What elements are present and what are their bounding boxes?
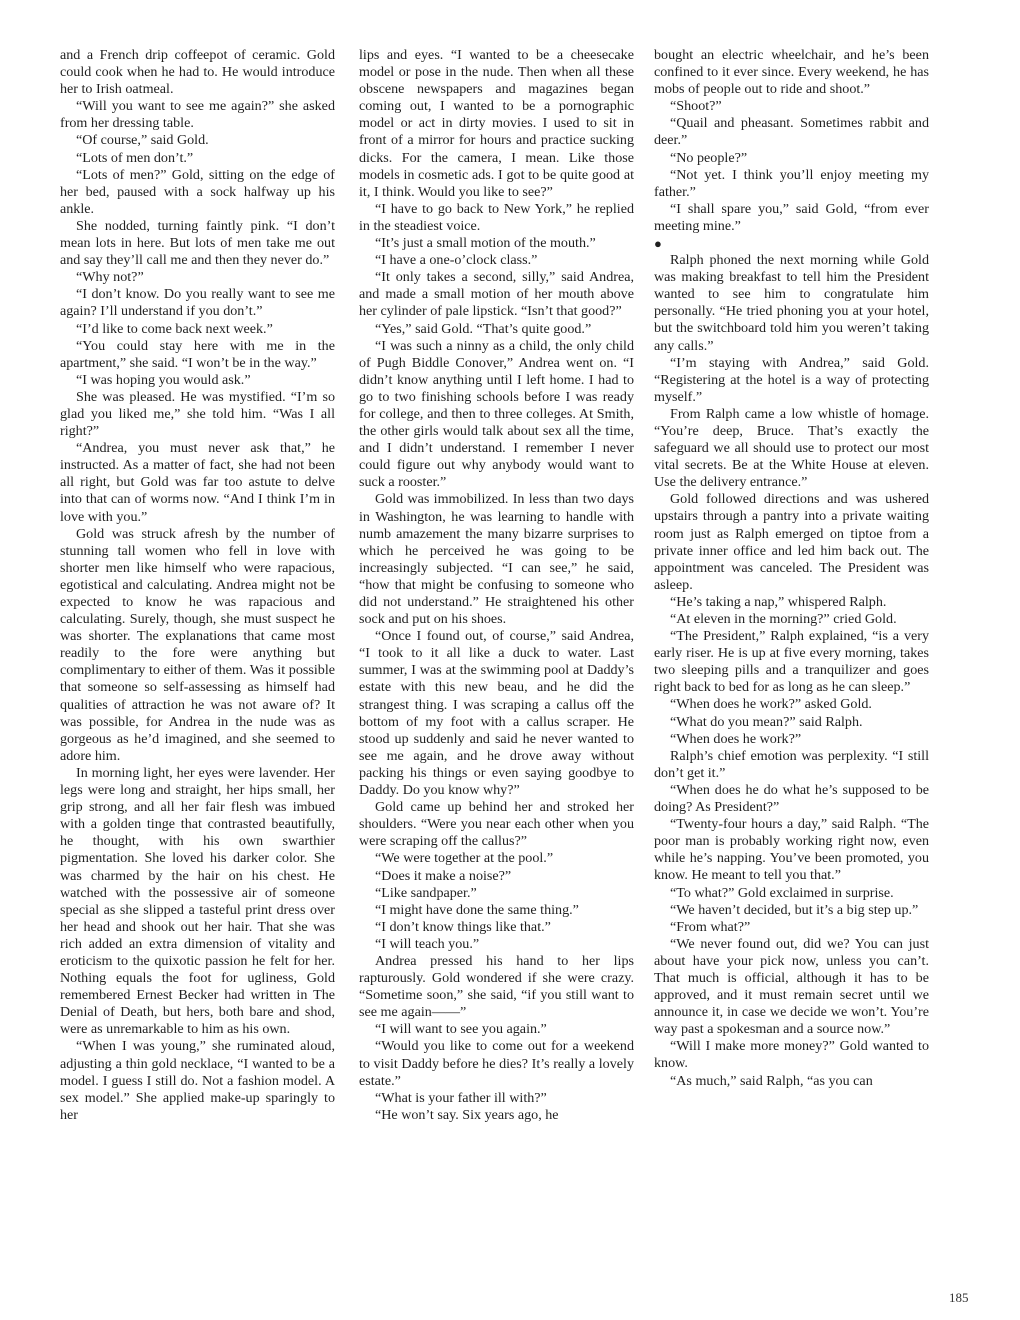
paragraph: “Lots of men?” Gold, sitting on the edge of her bed, paused with a sock halfway up his ankle. [60, 166, 335, 217]
paragraph: “We haven’t decided, but it’s a big step up.” [670, 901, 919, 918]
paragraph: She nodded, turning faintly pink. “I don’t mean lots in here. But lots of men take me out and say they’ll call me and then they never do.” [60, 217, 335, 269]
paragraph: Gold was struck afresh by the number of stunning tall women who fell in love with shorter men like himself who were rapacious, egotistical and calculating. Andrea might not be expected to know he was rapacious and calculating. Surely, though, she must suspect he was shorter. The explanations that came most readily to the fore were anything but complimentary to either of them. Was it possible that someone so self-assessing as himself had qualities of attraction he was not aware of? It was possible, for Andrea in the nude was as gorgeous as he’d imagined, and she seemed to adore him. [60, 525, 335, 764]
paragraph: “Why not?” [76, 269, 144, 286]
paragraph: “It only takes a second, silly,” said Andrea, and made a small motion of her mouth above her cylinder of pale lipstick. “Isn’t that good?” [359, 269, 634, 320]
paragraph: “Quail and pheasant. Sometimes rabbit and deer.” [654, 115, 929, 149]
paragraph: “I don’t know things like that.” [375, 918, 551, 935]
paragraph: “I was such a ninny as a child, the only child of Pugh Biddle Conover,” Andrea went on. “I didn’t know anything until I left home. I had to go to two finishing schools before I was ready for college, and then to three colleges. At Smith, the other girls would talk about sex all the time, and I didn’t understand. I remember I never could figure out why anybody would want to suck a rooster.” [359, 337, 634, 491]
paragraph: Gold was immobilized. In less than two days in Washington, he was learning to handle with numb amazement the many bizarre surprises to which he perceived he was going to be increasingly subjected. “I can see,” he said, “how that might be confusing to someone who did not understand.” He straightened his other sock and put on his shoes. [359, 491, 634, 628]
paragraph: “He’s taking a nap,” whispered Ralph. [670, 593, 887, 610]
paragraph: “Will you want to see me again?” she asked from her dressing table. [60, 98, 335, 132]
paragraph: “Yes,” said Gold. “That’s quite good.” [375, 320, 592, 337]
section-break-dot: ● [654, 236, 662, 252]
paragraph: Andrea pressed his hand to her lips rapturously. Gold wondered if she were crazy. “Sometime soon,” she said, “if you still want to see me again——” [359, 952, 634, 1021]
paragraph: “Will I make more money?” Gold wanted to know. [654, 1038, 929, 1072]
paragraph: “The President,” Ralph explained, “is a very early riser. He is up at five every morning, takes two sleeping pills and a tranquilizer and goes right back to bed for as long as he can sleep.” [654, 628, 929, 696]
paragraph: “When I was young,” she ruminated aloud, adjusting a thin gold necklace, “I wanted to be a model. I guess I still do. Not a fashion model. A sex model.” She applied make-up sparingly to her [60, 1038, 335, 1123]
paragraph: “I don’t know. Do you really want to see me again? I’ll understand if you don’t.” [60, 286, 335, 320]
paragraph: “What do you mean?” said Ralph. [670, 713, 863, 730]
paragraph: “Once I found out, of course,” said Andrea, “I took to it all like a duck to water. Last summer, I was at the swimming pool at Daddy’s estate with this new beau, and he did the strangest thing. I was scraping a callus off the bottom of my foot with a callus scraper. He stood up suddenly and said he never wanted to see me again, and he drove away without packing his things or even saying goodbye to Daddy. Do you know why?” [359, 628, 634, 799]
paragraph: “We never found out, did we? You can just about have your pick now, unless you can’t. That much is official, although it has to be approved, and it must remain secret until we announce it, in case we decide we won’t. You’re way past a spokesman and a source now.” [654, 935, 929, 1038]
paragraph: and a French drip coffeepot of ceramic. Gold could cook when he had to. He would introduce her to Irish oatmeal. [60, 47, 335, 98]
paragraph: “When does he do what he’s supposed to be doing? As President?” [654, 781, 929, 816]
paragraph: “I shall spare you,” said Gold, “from ever meeting mine.” [654, 200, 929, 234]
text-column-2 [359, 47, 634, 1124]
paragraph: “I might have done the same thing.” [375, 901, 579, 918]
paragraph: “When does he work?” asked Gold. [670, 696, 872, 713]
paragraph: “Twenty-four hours a day,” said Ralph. “The poor man is probably working right now, even while he’s napping. You’ve been promoted, you know. He meant to tell you that.” [654, 816, 929, 884]
paragraph: “I have to go back to New York,” he replied in the steadiest voice. [359, 200, 634, 234]
paragraph: From Ralph came a low whistle of homage. “You’re deep, Bruce. That’s exactly the safeguard we all should use to protect our most vital secrets. Be at the White House at eleven. Use the delivery entrance.” [654, 405, 929, 491]
paragraph: “It’s just a small motion of the mouth.” [375, 235, 596, 252]
paragraph: “When does he work?” [670, 730, 802, 747]
paragraph: Ralph’s chief emotion was perplexity. “I still don’t get it.” [654, 747, 929, 781]
paragraph: “Of course,” said Gold. [76, 132, 209, 149]
paragraph: lips and eyes. “I wanted to be a cheesecake model or pose in the nude. Then when all these obscene newspapers and magazines began coming out, I wanted to be a pornographic model or act in dirty movies. I used to sit in front of a mirror for hours and practice sucking dicks. For the camera, I mean. Like those models in cosmetic ads. I got to be quite good at it, I think. Would you like to see?” [359, 47, 634, 200]
paragraph: “As much,” said Ralph, “as you can [670, 1072, 873, 1089]
paragraph: Gold came up behind her and stroked her shoulders. “Were you near each other when you were scraping off the callus?” [359, 799, 634, 850]
paragraph: She was pleased. He was mystified. “I’m so glad you liked me,” she told him. “Was I all right?” [60, 388, 335, 440]
paragraph: “I will teach you.” [375, 935, 480, 952]
paragraph: “Lots of men don’t.” [76, 149, 194, 166]
paragraph: bought an electric wheelchair, and he’s been confined to it ever since. Every weekend, he has mobs of people out to ride and shoot.” [654, 47, 929, 98]
paragraph: “Shoot?” [670, 98, 722, 115]
paragraph: “He won’t say. Six years ago, he [375, 1106, 559, 1123]
text-column-1 [60, 47, 335, 1124]
paragraph: “Not yet. I think you’ll enjoy meeting my father.” [654, 166, 929, 200]
paragraph: “We were together at the pool.” [375, 850, 554, 867]
paragraph: “I have a one-o’clock class.” [375, 252, 538, 269]
paragraph: “Andrea, you must never ask that,” he instructed. As a matter of fact, she had not been all right, but Gold was far too astute to delve into that can of worms now. “And I think I’m in love with you.” [60, 440, 335, 525]
paragraph: “No people?” [670, 149, 748, 166]
paragraph: “Like sandpaper.” [375, 884, 477, 901]
paragraph: In morning light, her eyes were lavender. Her legs were long and straight, her hips small, her grip strong, and all her fair flesh was imbued with a golden tinge that contrasted beautifully, he thought, with his own swarthier pigmentation. She loved his darker color. She was charmed by the hair on his chest. He watched with the possessive air of someone special as she slipped a tasteful print dress over her head and shook out her hair. That she was rich added an extra dimension of vitality and eroticism to the quixotic passion he felt for her. Nothing equals the foot for ugliness, Gold remembered Ernest Becker had written in The Denial of Death, but hers, both bare and shod, were as unremarkable to him as his own. [60, 764, 335, 1038]
paragraph: “I’m staying with Andrea,” said Gold. “Registering at the hotel is a way of protecting myself.” [654, 354, 929, 405]
paragraph: “Would you like to come out for a weekend to visit Daddy before he dies? It’s really a lovely estate.” [359, 1038, 634, 1089]
paragraph: “From what?” [670, 918, 751, 935]
paragraph: “I’d like to come back next week.” [76, 320, 273, 337]
paragraph: “I will want to see you again.” [375, 1021, 547, 1038]
paragraph: Ralph phoned the next morning while Gold was making breakfast to tell him the President wanted to see him to congratulate him personally. “He tried phoning you at your hotel, but the switchboard told him you weren’t taking any calls.” [654, 252, 929, 354]
paragraph: “I was hoping you would ask.” [76, 371, 251, 388]
paragraph: “What is your father ill with?” [375, 1089, 547, 1106]
paragraph: “At eleven in the morning?” cried Gold. [670, 611, 897, 627]
paragraph: “You could stay here with me in the apartment,” she said. “I won’t be in the way.” [60, 337, 335, 371]
page-number: 185 [949, 1290, 969, 1305]
paragraph: “Does it make a noise?” [375, 867, 512, 884]
paragraph: “To what?” Gold exclaimed in surprise. [670, 884, 894, 901]
text-column-3 [654, 47, 929, 1090]
paragraph: Gold followed directions and was ushered upstairs through a pantry into a private waiting room just as Ralph emerged on tiptoe from a private inner office and led him back out. The appointment was canceled. The President was asleep. [654, 491, 929, 593]
